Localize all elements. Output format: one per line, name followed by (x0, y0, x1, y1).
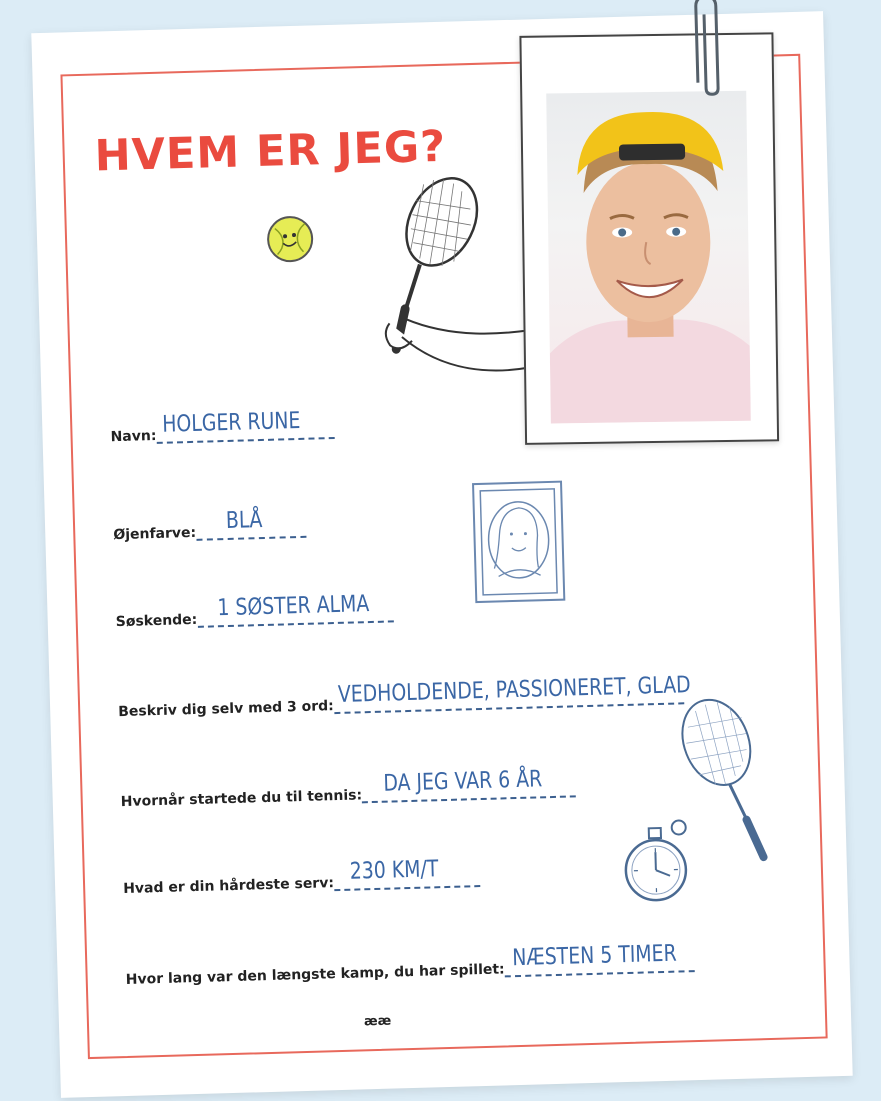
field-label: Øjenfarve: (113, 524, 197, 544)
stopwatch-icon (618, 813, 701, 910)
answer-text: BLÅ (225, 507, 263, 535)
field-answer[interactable] (196, 507, 307, 541)
portrait-sketch-icon (472, 481, 565, 603)
worksheet (31, 11, 852, 1098)
portrait-photo (546, 91, 751, 424)
field-label: Hvornår startede du til tennis: (120, 787, 363, 811)
field-label: Beskriv dig selv med 3 ord: (118, 698, 335, 721)
footer-text: ææ (363, 1013, 392, 1030)
answer-text: HOLGER RUNE (161, 407, 301, 438)
answer-text: 230 KM/T (349, 856, 439, 885)
worksheet-title: HVEM ER JEG? (94, 121, 447, 182)
field-answer[interactable] (156, 407, 335, 444)
paperclip-icon (685, 0, 728, 98)
field-label: Hvad er din hårdeste serv: (122, 875, 335, 898)
tennis-ball-icon (267, 215, 314, 262)
answer-text: DA JEG VAR 6 ÅR (383, 766, 543, 797)
tennis-racket-icon (345, 167, 551, 392)
photo-card (519, 32, 779, 445)
field-label: Søskende: (115, 611, 198, 631)
answer-text: NÆSTEN 5 TIMER (511, 940, 678, 972)
field-answer[interactable] (333, 856, 480, 891)
answer-text: VEDHOLDENDE, PASSIONERET, GLAD (337, 672, 691, 708)
field-label: Navn: (110, 427, 157, 446)
answer-text: 1 SØSTER ALMA (216, 591, 370, 622)
field-label: Hvor lang var den længste kamp, du har spillet: (125, 961, 505, 988)
